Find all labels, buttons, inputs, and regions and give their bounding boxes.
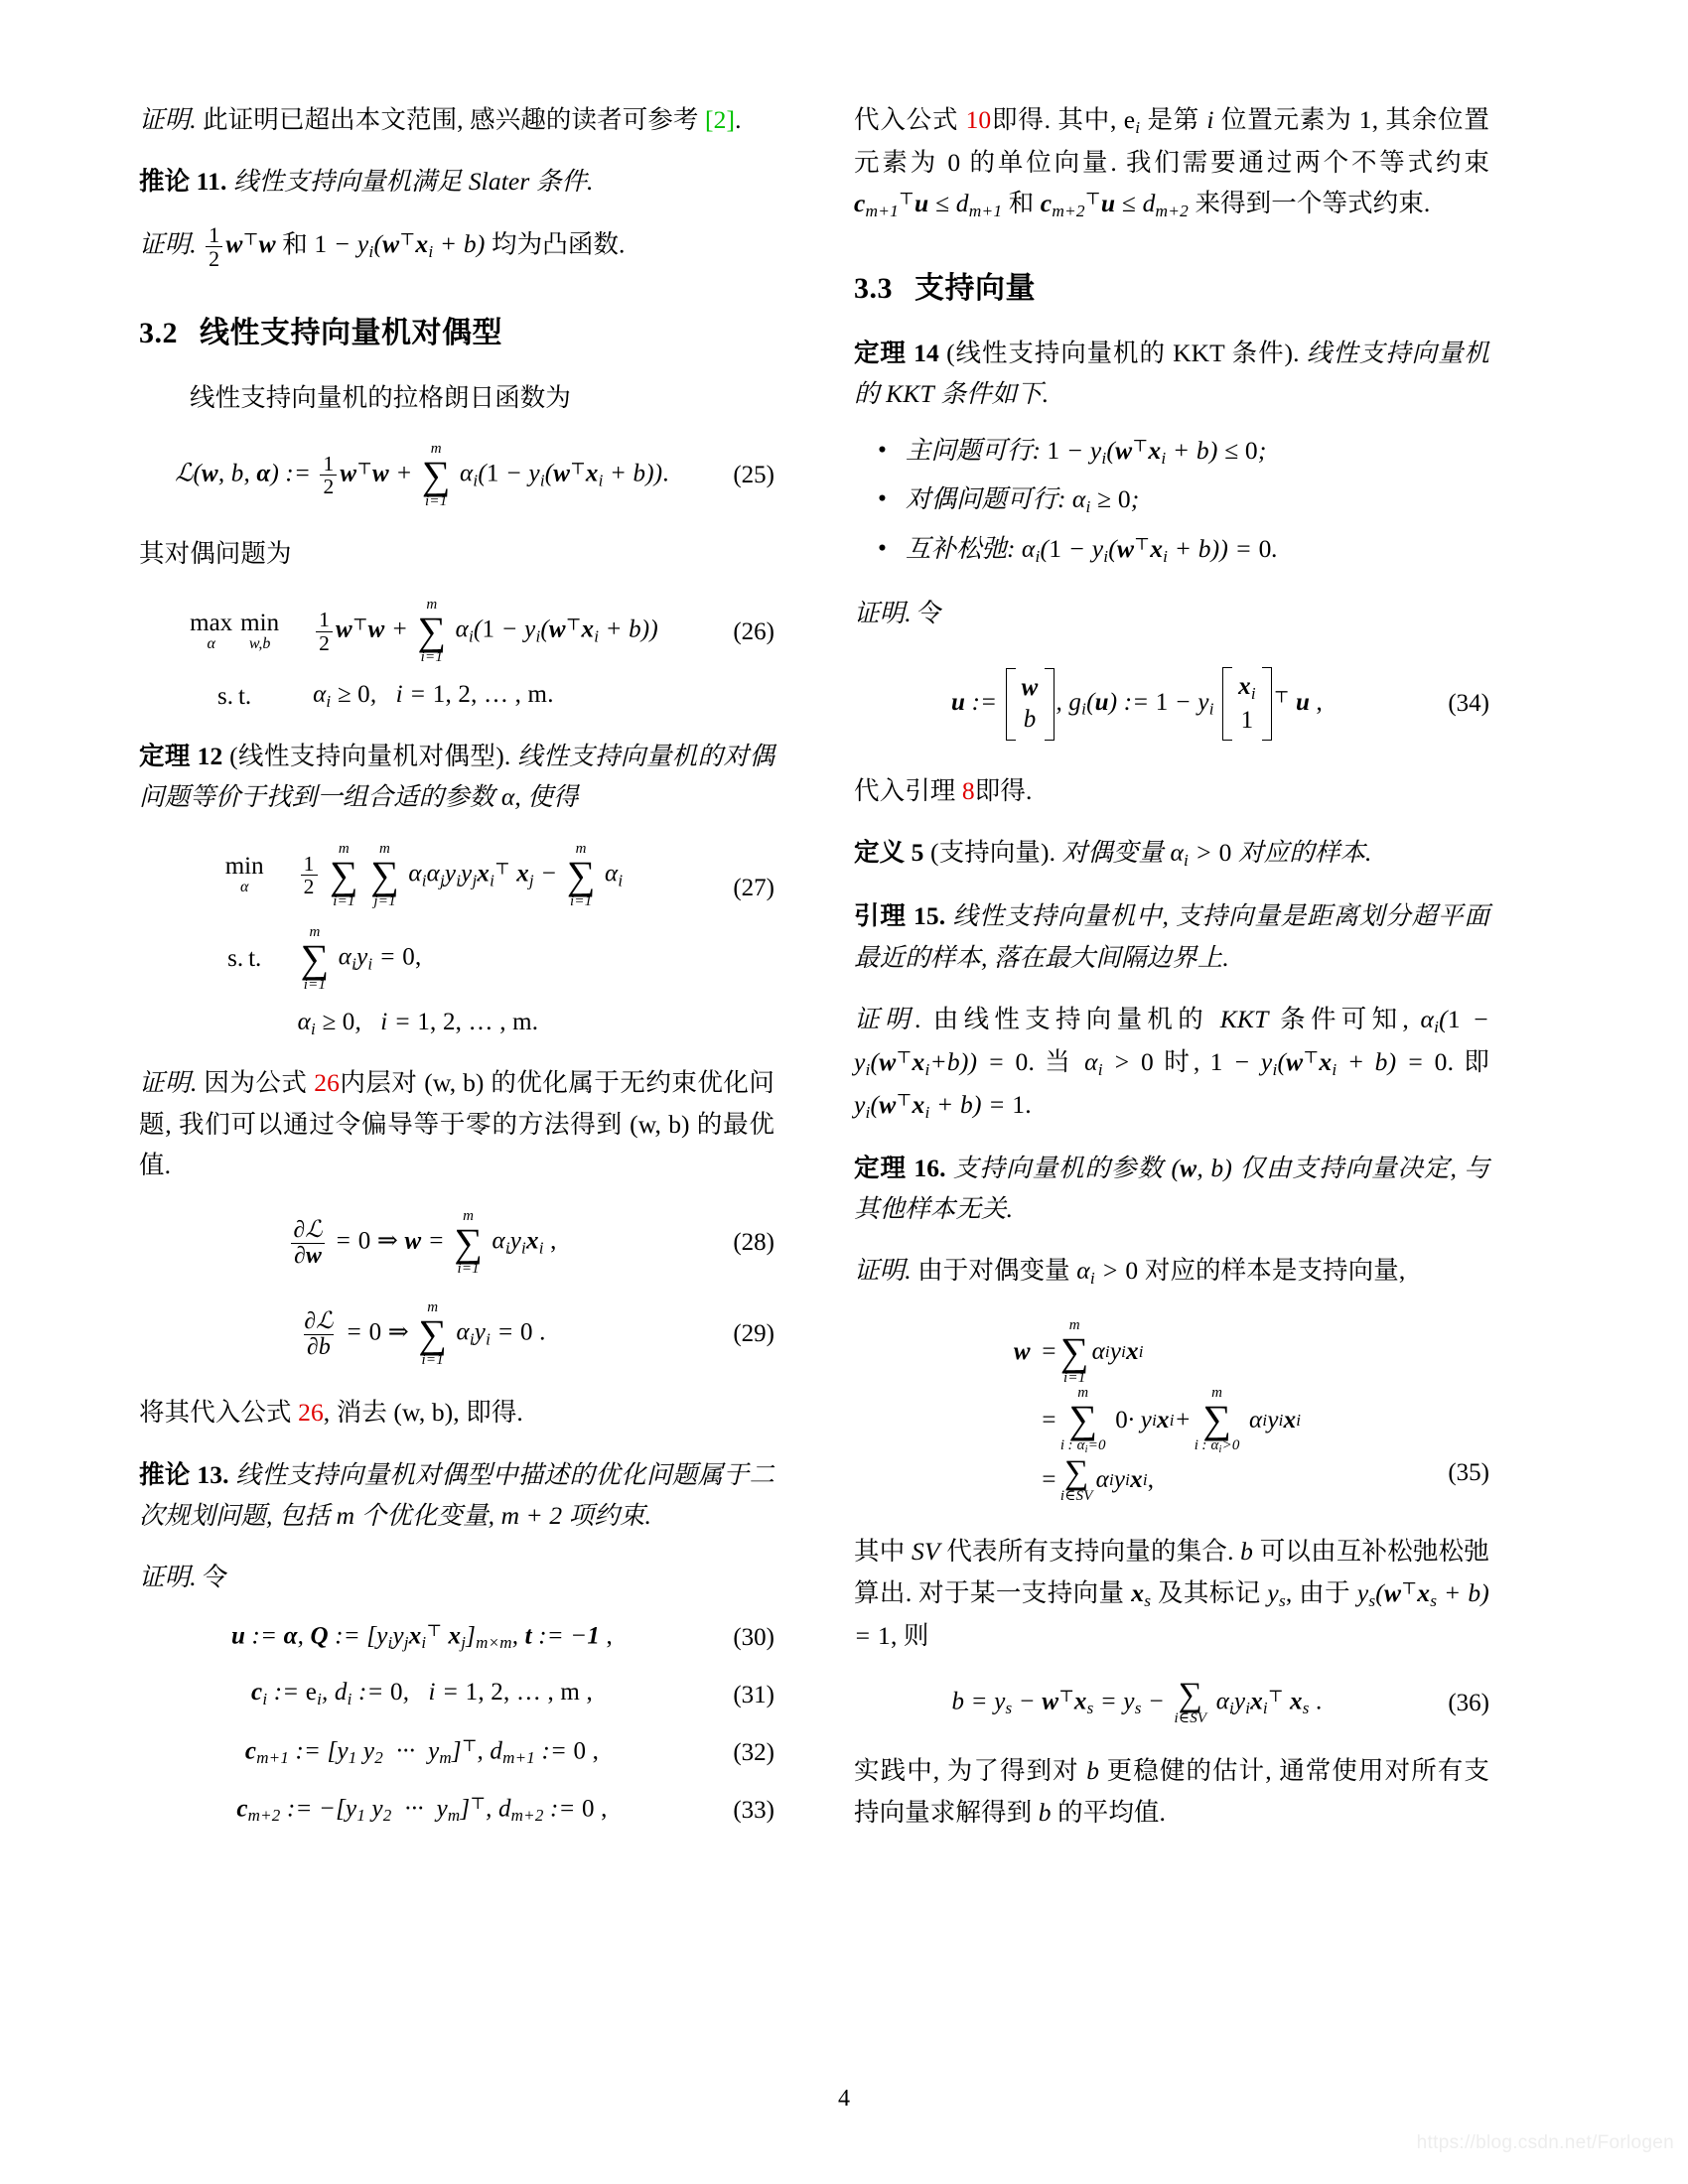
- proof-16-lead: 证明.: [854, 1256, 912, 1286]
- equation-31-tag: (31): [733, 1682, 774, 1709]
- proof-12-lead: 证明.: [139, 1068, 198, 1098]
- proof-10-paragraph: [139, 99, 774, 140]
- equation-27-body: [139, 842, 774, 1039]
- proof-11-math: $\frac{1}{2}$ w⊤w: [203, 229, 276, 258]
- equation-36-tag: (36): [1448, 1689, 1489, 1716]
- proof-15-lead: 证明.: [854, 1005, 922, 1034]
- equation-35-line-1: w = m ∑ i=1 α i y i x i: [1013, 1317, 1144, 1387]
- proof-11-paragraph: [139, 223, 774, 270]
- citation-2[interactable]: [2]: [705, 105, 736, 134]
- equation-35-line-3: = ∑ i∈SV α i y i x i ,: [1040, 1453, 1155, 1505]
- kkt-condition-primal: • 主问题可行: $1 - y_i(w^⊤x_i + b) \le 0$;: [854, 431, 1489, 473]
- theorem-12-paren: (线性支持向量机对偶型).: [229, 742, 511, 770]
- proof-10-period: .: [735, 105, 742, 134]
- equation-26: [139, 598, 774, 712]
- lagrange-intro: 线性支持向量机的拉格朗日函数为: [190, 382, 572, 412]
- watermark: https://blog.csdn.net/Forlogen: [1416, 2132, 1674, 2153]
- equation-29: [139, 1300, 774, 1368]
- section-3-3-title: 支持向量: [914, 272, 1036, 306]
- equation-26-body: [139, 598, 774, 712]
- theorem-14-paragraph: [854, 333, 1489, 415]
- proof-16-text: 由于对偶变量 $\alpha_i > 0$ 对应的样本是支持向量,: [917, 1256, 1406, 1289]
- kkt-condition-slackness: • 互补松弛: $\alpha_i(1 - y_i(w^⊤x_i + b)) = 0$.: [854, 529, 1489, 571]
- equation-33: [139, 1794, 774, 1828]
- equation-32: [139, 1736, 774, 1770]
- equation-35-tag: (35): [1448, 1459, 1489, 1487]
- equation-32-body: $c_{m+1}$ := [$y_1$ $y_2$ ··· $y_m]^⊤$, $d_{m+1}$ := 0 ,: [244, 1736, 600, 1768]
- right-column: [854, 99, 1489, 1853]
- equation-28-tag: (28): [733, 1229, 774, 1257]
- equation-26-operator: max α min w,b: [190, 609, 280, 652]
- equation-36-body: $b = y_s - w^⊤x_s = y_s$ − ∑ i∈SV $\alpha_iy_ix_i^⊤$ $x_s$ .: [951, 1676, 1323, 1727]
- corollary-13-paragraph: [139, 1454, 774, 1537]
- equation-30-tag: (30): [733, 1624, 774, 1652]
- theorem-16-text: 支持向量机的参数 (w, b) 仅由支持向量决定, 与其他样本无关.: [854, 1153, 1489, 1224]
- citation-26-b[interactable]: 26: [298, 1398, 324, 1428]
- substitute-text-2: , 消去 (w, b), 即得.: [323, 1398, 523, 1428]
- equation-27-objective: $\frac{1}{2}$ m ∑ i=1 m ∑ j=1 $\alpha_i\alpha_jy_iy_jx_i^⊤$ $x_j$ − m ∑ i=1 $\alpha_i$: [298, 842, 624, 909]
- equation-26-tag: (26): [733, 617, 774, 645]
- proof-continued-text-2: 即得. 其中, $e_i$ 是第 i 位置元素为 1, 其余位置元素为 0 的单位向量. 我们需要通过两个不等式约束 $c_{m+1}^⊤u \le d_{m+1}$ 和 $c_{m+2}^⊤u \le d_{m+2}$ 来得到一个等式约束.: [854, 105, 1489, 221]
- corollary-11-lead: 推论 11.: [139, 167, 227, 197]
- proof-13-text: 令: [203, 1563, 228, 1592]
- equation-31: [139, 1679, 774, 1712]
- theorem-14-paren: (线性支持向量机的 KKT 条件).: [946, 339, 1300, 368]
- corollary-11-paragraph: [139, 161, 774, 202]
- equation-27-tag: (27): [733, 875, 774, 902]
- equation-27-operator: min α: [224, 853, 264, 896]
- equation-34-tag: (34): [1448, 690, 1489, 718]
- equation-25-body: ℒ(w, b, α) := $\frac{1}{2}$ w⊤w + m ∑ i=1 $\alpha_i(1 - y_i(w^⊤x_i + b))$.: [175, 440, 669, 509]
- theorem-16-lead: 定理 16.: [854, 1153, 946, 1182]
- equation-34: [854, 667, 1489, 741]
- kkt-conditions-list: [854, 431, 1489, 571]
- equation-27-constraint-2: $\alpha_i \ge 0$, i = 1, 2, … , m.: [297, 1008, 539, 1038]
- left-column: [139, 99, 774, 1851]
- equation-27: [139, 842, 774, 1039]
- kkt-condition-dual: • 对偶问题可行: $\alpha_i \ge 0$;: [854, 479, 1489, 521]
- equation-32-tag: (32): [733, 1739, 774, 1767]
- proof-15-paragraph: [854, 999, 1489, 1127]
- equation-34-body: u := w b , $g_i(u)$ := $1 - y_i$ $x_i$ 1 ⊤ u ,: [854, 667, 1489, 741]
- corollary-11-emph: Slater: [468, 167, 530, 197]
- section-3-2-title: 线性支持向量机对偶型: [200, 316, 502, 349]
- theorem-16-paragraph: [854, 1148, 1489, 1230]
- proof-continued-text-1: 代入公式: [854, 105, 959, 134]
- lemma-ref-text-2: 即得.: [974, 776, 1033, 806]
- proof-16-paragraph: [854, 1250, 1489, 1293]
- proof-10-text: 此证明已超出本文范围, 感兴趣的读者可参考: [203, 105, 699, 134]
- equation-29-body: $\frac{\text{∂ℒ}}{\partial b}$ = 0 ⇒ m ∑ i=1 $\alpha_iy_i = 0$ .: [304, 1299, 546, 1369]
- lemma-ref-paragraph: [854, 770, 1489, 811]
- corollary-13-lead: 推论 13.: [139, 1459, 229, 1489]
- two-column-layout: [139, 99, 1549, 1853]
- definition-5-text: 对偶变量 $\alpha_i > 0$ 对应的样本.: [1061, 838, 1372, 871]
- proof-14-lead: 证明.: [854, 598, 912, 627]
- section-3-2-number: 3.2: [139, 316, 178, 349]
- section-3-3-heading: [854, 263, 1489, 307]
- dual-intro: 其对偶问题为: [139, 538, 292, 568]
- substitute-paragraph: [139, 1392, 774, 1433]
- equation-26-constraint: $\alpha_i \ge 0$, i = 1, 2, … , m.: [313, 681, 554, 711]
- equation-27-constraint-1: m ∑ i=1 $\alpha_iy_i = 0$,: [300, 923, 422, 993]
- proof-11-lead: 证明.: [139, 228, 197, 258]
- equation-35: [854, 1318, 1489, 1505]
- closing-paragraph: 实践中, 为了得到对 b 更稳健的估计, 通常使用对所有支持向量求解得到 b 的平均值.: [854, 1756, 1490, 1827]
- lemma-15-text: 线性支持向量机中, 支持向量是距离划分超平面最近的样本, 落在最大间隔边界上.: [854, 901, 1490, 972]
- definition-5-paragraph: [854, 832, 1489, 875]
- proof-10-lead: 证明.: [139, 105, 197, 134]
- proof-14-text: 令: [917, 598, 943, 627]
- substitute-text-1: 将其代入公式: [139, 1398, 292, 1428]
- equation-25: [139, 442, 774, 509]
- proof-12-paragraph: [139, 1062, 774, 1185]
- section-3-3-number: 3.3: [854, 272, 893, 306]
- lemma-ref-text-1: 代入引理: [854, 776, 956, 806]
- equation-26-st-label: s. t.: [217, 682, 252, 710]
- page-number: 4: [838, 2086, 850, 2112]
- equation-33-tag: (33): [733, 1797, 774, 1825]
- theorem-14-lead: 定理 14: [854, 339, 939, 368]
- lemma-15-paragraph: [854, 895, 1489, 978]
- theorem-12-text: 线性支持向量机的对偶问题等价于找到一组合适的参数 α, 使得: [139, 742, 774, 812]
- equation-26-objective: $\frac{1}{2}$ w⊤w + m ∑ i=1 $\alpha_i(1 - y_i(w^⊤x_i + b))$: [313, 598, 658, 665]
- equation-30-body: u := α, Q := [$y_iy_jx_i^⊤$ $x_j]_{m\times m}$, t := −1 ,: [231, 1621, 613, 1653]
- citation-10[interactable]: 10: [965, 105, 992, 134]
- equation-29-tag: (29): [733, 1320, 774, 1348]
- proof-11-he: 和: [282, 228, 308, 258]
- equation-35-body: [854, 1318, 1489, 1505]
- proof-13-paragraph: [139, 1557, 774, 1597]
- proof-13-lead: 证明.: [139, 1563, 197, 1592]
- lemma-15-lead: 引理 15.: [854, 901, 946, 931]
- proof-15-text: 由线性支持向量机的 KKT 条件可知, $\alpha_i(1 - y_i(w^⊤x_i+b)) = 0$. 当 $\alpha_i > 0$ 时, $1 - y_i(w^⊤x_i + b) = 0$. 即 $y_i(w^⊤x_i + b) = 1$.: [854, 1005, 1490, 1122]
- proof-11-math-2: $1 - y_i(w^⊤x_i + b)$: [314, 228, 486, 261]
- corollary-11-text: 线性支持向量机满足: [232, 167, 463, 197]
- corollary-13-text: 线性支持向量机对偶型中描述的优化问题属于二次规划问题, 包括 m 个优化变量, m + 2 项约束.: [139, 1459, 774, 1530]
- equation-30: [139, 1621, 774, 1655]
- proof-continued-paragraph: [854, 99, 1489, 225]
- equation-33-body: $c_{m+2}$ := $-[y_1$ $y_2$ ··· $y_m]^⊤$, $d_{m+2}$ := 0 ,: [236, 1794, 608, 1826]
- definition-5-paren: (支持向量).: [930, 838, 1056, 868]
- citation-26-a[interactable]: 26: [314, 1068, 340, 1098]
- proof-12-text-1: 因为公式: [204, 1068, 308, 1098]
- definition-5-lead: 定义 5: [854, 838, 924, 868]
- equation-27-st-label: s. t.: [227, 944, 262, 972]
- proof-12-text-2: 内层对 (w, b) 的优化属于无约束优化问题, 我们可以通过令偏导等于零的方法得到 (w, b) 的最优值.: [139, 1068, 774, 1179]
- equation-31-body: $c_i$ := $e_i$, $d_i$ := 0, i = 1, 2, … , m ,: [251, 1679, 593, 1709]
- sv-explanation-paragraph: 其中 SV 代表所有支持向量的集合. b 可以由互补松弛松弛算出. 对于某一支持向量 $x_s$ 及其标记 $y_s$, 由于 $y_s(w^⊤x_s + b) = 1$, 则: [854, 1537, 1489, 1650]
- section-3-2-heading: [139, 308, 774, 351]
- theorem-12-lead: 定理 12: [139, 742, 223, 770]
- proof-11-tail: 均为凸函数.: [492, 228, 626, 258]
- theorem-14-text: 线性支持向量机的 KKT 条件如下.: [854, 339, 1489, 409]
- equation-25-tag: (25): [733, 461, 774, 488]
- equation-35-line-2: = m ∑ i : $\alpha_i=0$ 0 · y i x i + m ∑ i : $\alpha_i>0$ α i y i x i: [1040, 1385, 1302, 1456]
- proof-14-paragraph: [854, 593, 1489, 633]
- equation-28: [139, 1209, 774, 1277]
- citation-8[interactable]: 8: [961, 776, 975, 806]
- corollary-11-text-after: 条件.: [535, 167, 594, 197]
- equation-36: [854, 1676, 1489, 1727]
- equation-28-body: $\frac{\text{∂ℒ}}{\partial w}$ = 0 ⇒ w = m ∑ i=1 $\alpha_iy_ix_i$ ,: [139, 1209, 774, 1277]
- theorem-12-paragraph: [139, 736, 774, 818]
